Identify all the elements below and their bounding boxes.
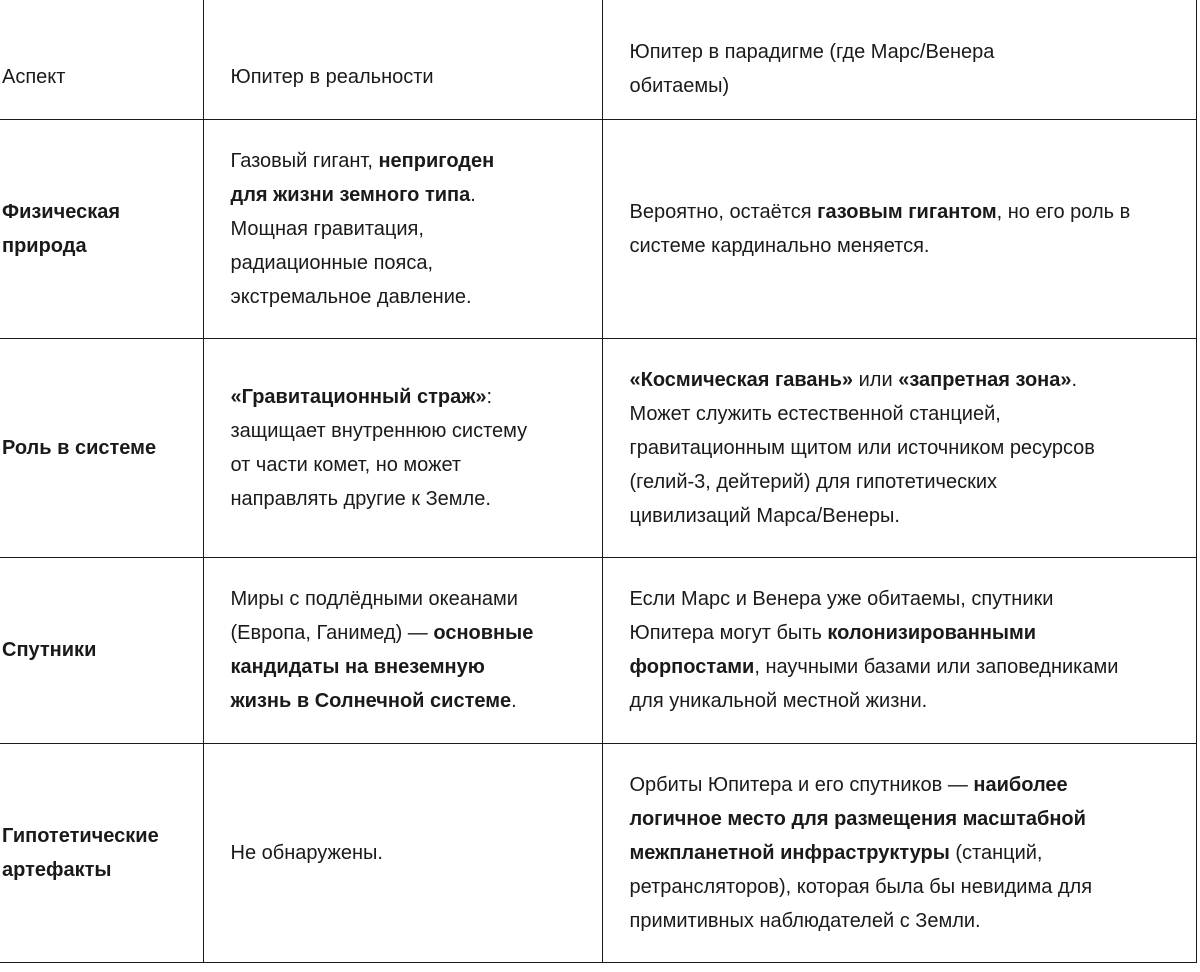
row-paradigm-cell: Орбиты Юпитера и его спутников — наиболее логичное место для размещения масштабной межпланетной инфраструктуры (станций, ретрансляторов), которая была бы невидима для примитивных наблюдателей с Земли. [602,743,1196,962]
header-aspect: Аспект [0,0,203,119]
row-aspect: Гипотетические артефакты [0,743,203,962]
table-row [0,557,1196,743]
row-reality-cell: Миры с подлёдными океанами (Европа, Ганимед) — основные кандидаты на внеземную жизнь в Солнечной системе. [203,557,602,743]
row-aspect: Физическая природа [0,119,203,338]
row-reality-cell: Не обнаружены. [203,743,602,962]
header-paradigm-line1: Юпитер в парадигме (где Марс/Венера [629,40,995,63]
header-row [0,0,1196,119]
row-aspect: Роль в системе [0,338,203,557]
table-row [0,743,1196,962]
header-reality: Юпитер в реальности [203,0,602,119]
table-row [0,119,1196,338]
header-paradigm-line2: обитаемы) [629,74,730,97]
row-paradigm-cell: Если Марс и Венера уже обитаемы, спутники Юпитера могут быть колонизированными форпостами, научными базами или заповедниками для уникальной местной жизни. [602,557,1196,743]
row-aspect: Спутники [0,557,203,743]
header-paradigm [602,0,1196,119]
row-reality-cell: Газовый гигант, непригоден для жизни земного типа. Мощная гравитация, радиационные пояса, экстремальное давление. [203,119,602,338]
row-reality-cell: «Гравитационный страж»: защищает внутреннюю систему от части комет, но может направлять другие к Земле. [203,338,602,557]
row-paradigm-cell: «Космическая гавань» или «запретная зона». Может служить естественной станцией, гравитационным щитом или источником ресурсов (гелий-3, дейтерий) для гипотетических цивилизаций Марса/Венеры. [602,338,1196,557]
table-row [0,338,1196,557]
row-paradigm-cell: Вероятно, остаётся газовым гигантом, но его роль в системе кардинально меняется. [602,119,1196,338]
